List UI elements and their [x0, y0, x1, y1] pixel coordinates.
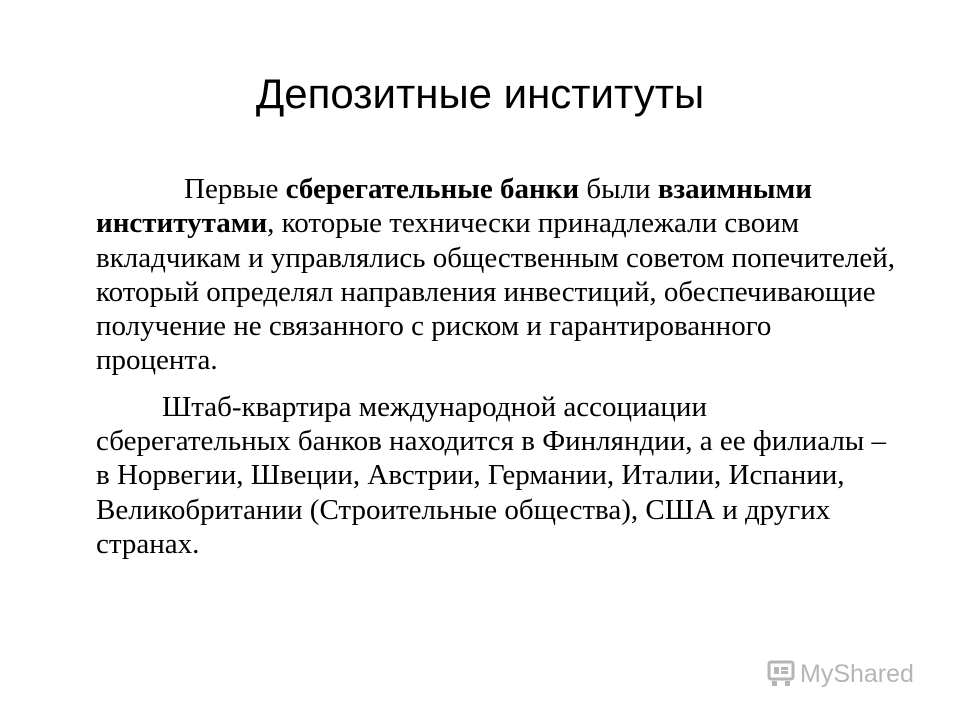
myshared-logo-icon	[766, 660, 796, 688]
para-1-bold-mutual-institutions: взаимными институтами	[96, 173, 812, 240]
para-1-bold-savings-banks: сберегательные банки	[285, 173, 580, 205]
myshared-watermark	[766, 658, 914, 690]
para-1-text-2: были	[579, 173, 658, 205]
slide-title: Депозитные институты	[255, 70, 705, 117]
slide-body	[96, 172, 896, 561]
para-1-text-3: , которые технически принадлежали своим вкладчикам и управлялись общественным советом попечителей, который определял направления инвестиций, обеспечивающие получение не связанного с риском и гарантированного процента.	[96, 207, 896, 377]
para-1-text-1: Первые	[184, 173, 286, 205]
paragraph-1	[96, 172, 896, 378]
para-2-text: Штаб-квартира международной ассоциации сберегательных банков находится в Финляндии, а ее филиалы – в Норвегии, Швеции, Австрии, Германии, Италии, Испании, Великобритании (Строительные общества), США и других странах.	[96, 390, 887, 560]
paragraph-2	[96, 390, 896, 561]
watermark-text: MyShared	[800, 659, 914, 688]
